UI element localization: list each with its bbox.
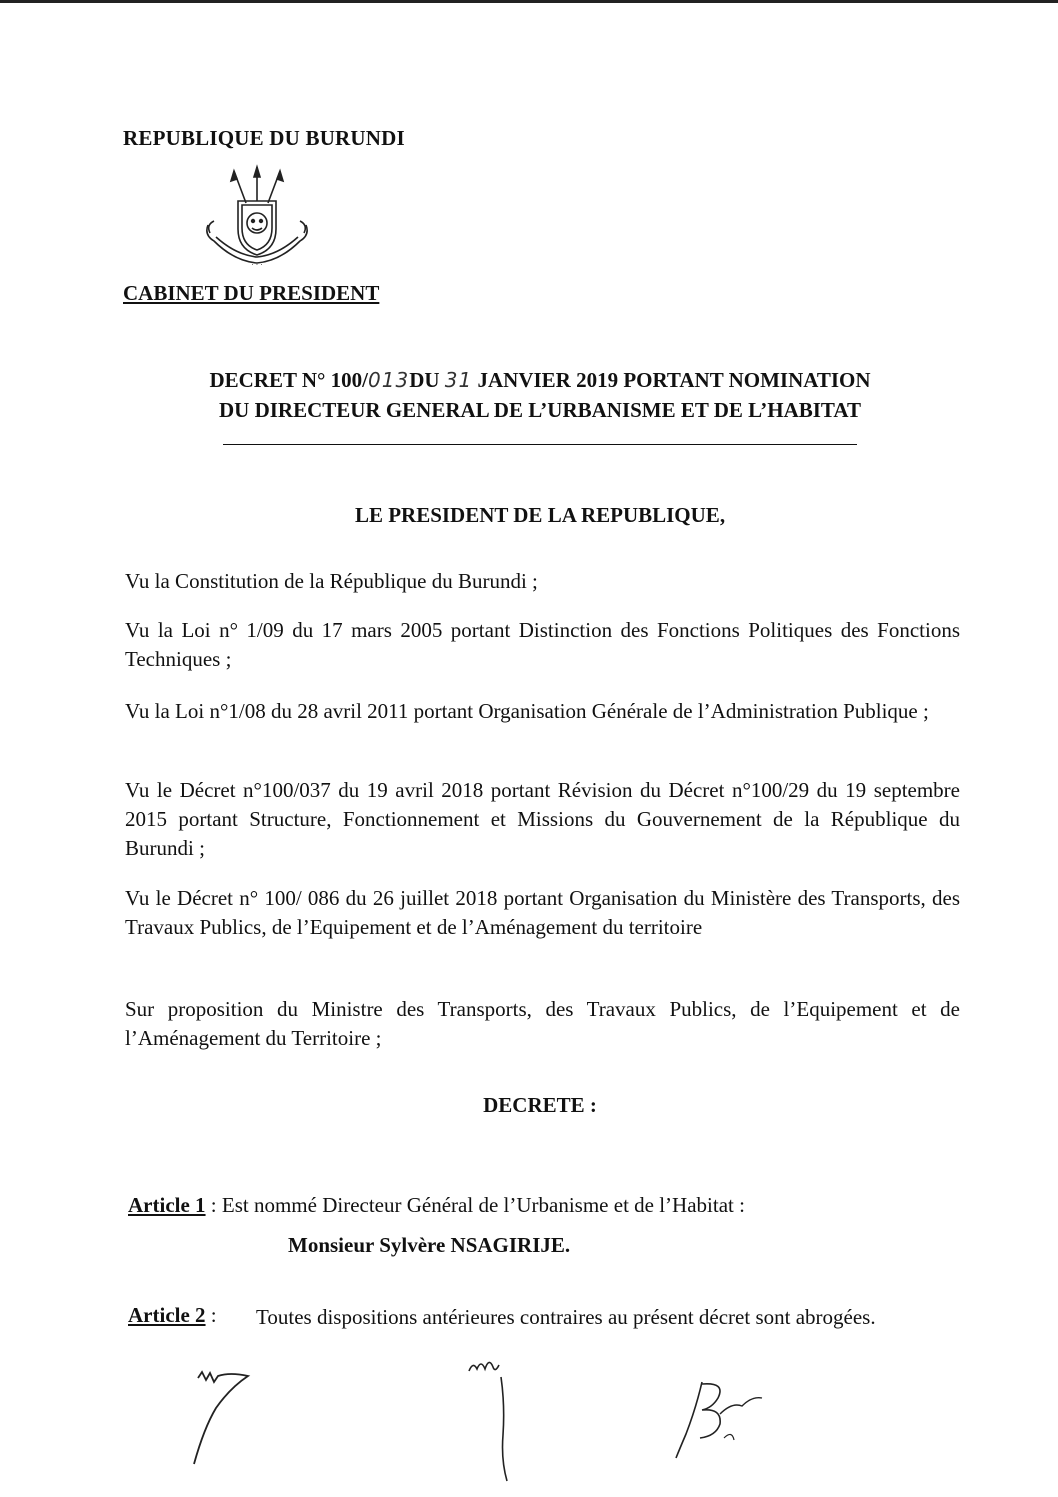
cabinet-heading: CABINET DU PRESIDENT xyxy=(123,281,380,305)
article-1-text: Est nommé Directeur Général de l’Urbanisme et de l’Habitat : xyxy=(221,1193,745,1217)
scan-edge xyxy=(0,0,1058,3)
president-heading: LE PRESIDENT DE LA REPUBLIQUE, xyxy=(354,503,726,527)
initials-signature-icon xyxy=(672,1378,767,1463)
consideration-minister-proposal: Sur proposition du Ministre des Transports, des Travaux Publics, de l’Equipement et de l’Aménagement du Territoire ; xyxy=(125,997,960,1050)
article-1-separator: : xyxy=(205,1193,222,1217)
consideration-law-2005: Vu la Loi n° 1/09 du 17 mars 2005 portant Distinction des Fonctions Politiques des Fonctions Techniques ; xyxy=(125,618,960,671)
decree-title-line-2: DU DIRECTEUR GENERAL DE L’URBANISME ET DE L’HABITAT xyxy=(218,398,861,422)
article-1-label: Article 1 xyxy=(128,1193,206,1217)
consideration-decree-037: Vu le Décret n°100/037 du 19 avril 2018 portant Révision du Décret n°100/29 du 19 septembre 2015 portant Structure, Fonctionnement et Missions du Gouvernement de la République du Burundi ; xyxy=(125,778,960,860)
article-2-separator: : xyxy=(205,1303,217,1327)
initials-signature-icon xyxy=(465,1355,525,1485)
country-heading: REPUBLIQUE DU BURUNDI xyxy=(123,126,405,150)
handwritten-decree-day: 31 xyxy=(444,368,473,392)
decree-number-prefix: DECRET N° 100/ xyxy=(209,368,368,392)
title-divider xyxy=(223,444,857,445)
nominee-name: Monsieur Sylvère NSAGIRIJE. xyxy=(288,1233,571,1257)
decrete-heading: DECRETE : xyxy=(483,1093,597,1117)
burundi-coat-of-arms-icon xyxy=(198,163,316,275)
handwritten-decree-number: 013 xyxy=(368,368,410,392)
article-1 xyxy=(128,1193,745,1218)
decree-title-middle: DU xyxy=(409,368,445,392)
consideration-decree-086: Vu le Décret n° 100/ 086 du 26 juillet 2018 portant Organisation du Ministère des Transports, des Travaux Publics, de l’Equipement et de l’Aménagement du territoire xyxy=(125,886,960,939)
initials-signature-icon xyxy=(190,1368,260,1468)
article-2-label: Article 2 xyxy=(128,1303,206,1327)
svg-text:· · ·: · · · xyxy=(251,261,263,269)
consideration-constitution: Vu la Constitution de la République du Burundi ; xyxy=(125,569,538,593)
consideration-law-2011: Vu la Loi n°1/08 du 28 avril 2011 portant Organisation Générale de l’Administration Publique ; xyxy=(125,699,929,723)
article-2-text: Toutes dispositions antérieures contraires au présent décret sont abrogées. xyxy=(256,1305,876,1329)
decree-title-line-1 xyxy=(100,366,980,395)
decree-title-suffix: JANVIER 2019 PORTANT NOMINATION xyxy=(472,368,871,392)
